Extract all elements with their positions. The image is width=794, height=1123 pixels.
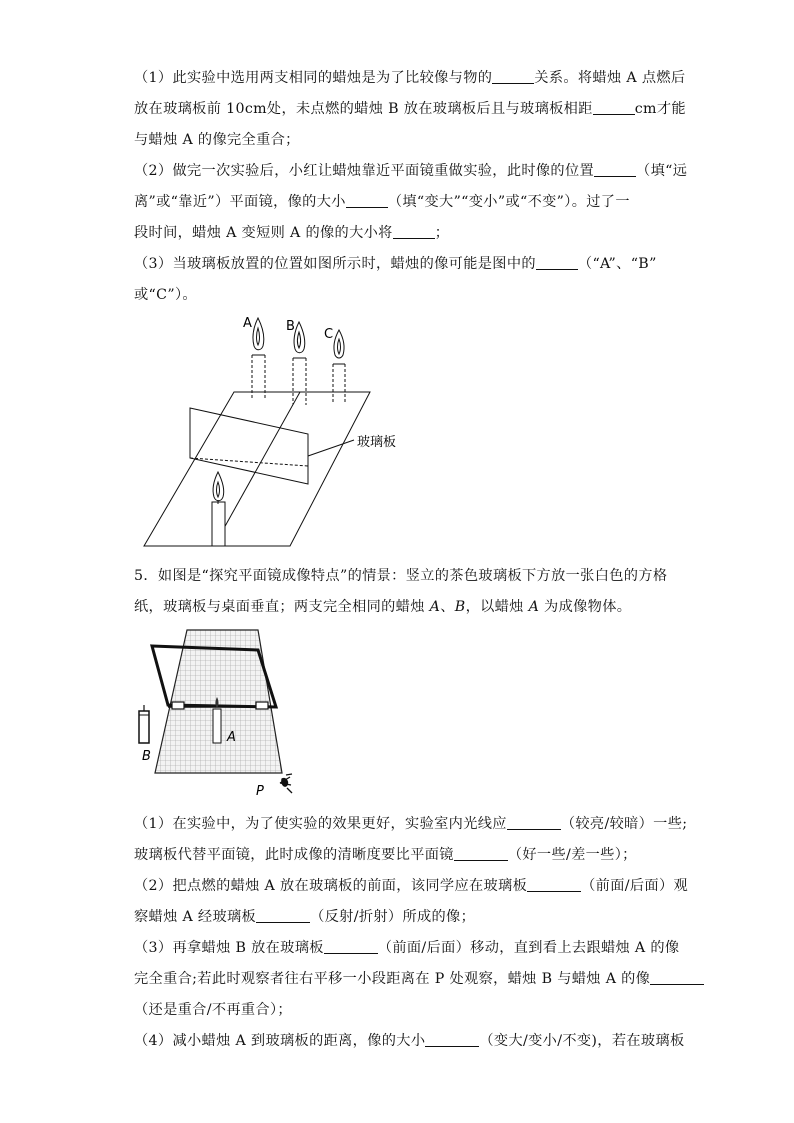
grid-paper-figure — [130, 625, 300, 800]
answer-blank[interactable] — [492, 69, 534, 84]
label-b: B — [142, 749, 151, 764]
candle-front — [212, 472, 225, 546]
q4-part1-line2: 放在玻璃板前 10cm处，未点燃的蜡烛 B 放在玻璃板后且与玻璃板相距 cm才能 — [134, 101, 686, 117]
answer-blank[interactable] — [393, 224, 435, 239]
candle-c — [333, 330, 345, 404]
label-b: B — [286, 319, 295, 334]
answer-blank[interactable] — [425, 1032, 479, 1047]
label-a: A — [227, 730, 236, 745]
candle-b — [139, 705, 149, 743]
q4-part3-line2: 或“C”）。 — [134, 287, 197, 303]
q5-part4-line1: （4）减小蜡烛 A 到玻璃板的距离，像的大小 （变大/变小/不变)，若在玻璃板 — [134, 1033, 685, 1049]
answer-blank[interactable] — [594, 162, 636, 177]
eye-icon — [280, 774, 292, 793]
answer-blank[interactable] — [346, 193, 388, 208]
q5-part2-line1: （2）把点燃的蜡烛 A 放在玻璃板的前面，该同学应在玻璃板 （前面/后面）观 — [134, 878, 689, 894]
q5-intro-line2: 纸，玻璃板与桌面垂直；两支完全相同的蜡烛 A、B，以蜡烛 A 为成像物体。 — [134, 599, 632, 615]
label-a: A — [243, 316, 252, 331]
q4-part1-line1: （1）此实验中选用两支相同的蜡烛是为了比较像与物的 关系。将蜡烛 A 点燃后 — [134, 70, 686, 86]
q4-part2-line1: （2）做完一次实验后，小红让蜡烛靠近平面镜重做实验，此时像的位置 （填“远 — [134, 163, 688, 179]
answer-blank[interactable] — [650, 970, 704, 985]
q4-part2-line2: 离”或“靠近”）平面镜，像的大小 （填“变大”“变小”或“不变”）。过了一 — [134, 194, 630, 210]
q5-part1-line1: （1）在实验中，为了使实验的效果更好，实验室内光线应 （较亮/较暗）一些; — [134, 816, 688, 832]
candle-a — [252, 318, 265, 400]
q5-part3-line3: （还是重合/不再重合）； — [134, 1002, 292, 1018]
answer-blank[interactable] — [454, 846, 508, 861]
label-c: C — [324, 327, 334, 342]
answer-blank[interactable] — [507, 815, 561, 830]
q5-part3-line2: 完全重合;若此时观察者往右平移一小段距离在 P 处观察，蜡烛 B 与蜡烛 A 的像 — [134, 969, 704, 989]
q4-part2-line3: 段时间，蜡烛 A 变短则 A 的像的大小将 ； — [134, 225, 450, 241]
q5-intro-line1: 5．如图是“探究平面镜成像特点”的情景：竖立的茶色玻璃板下方放一张白色的方格 — [134, 568, 668, 584]
answer-blank[interactable] — [593, 100, 635, 115]
answer-blank[interactable] — [324, 939, 378, 954]
glass-label: 玻璃板 — [357, 435, 397, 450]
answer-blank[interactable] — [527, 877, 581, 892]
glass-plate — [190, 408, 308, 484]
q5-part2-line2: 察蜡烛 A 经玻璃板 （反射/折射）所成的像； — [134, 909, 476, 925]
label-p: P — [256, 784, 264, 799]
table-center-line — [214, 392, 300, 546]
q4-part3-line1: （3）当玻璃板放置的位置如图所示时，蜡烛的像可能是图中的 （“A”、“B” — [134, 256, 657, 272]
q5-part3-line1: （3）再拿蜡烛 B 放在玻璃板 （前面/后面）移动，直到看上去跟蜡烛 A 的像 — [134, 940, 680, 956]
q5-part1-line2: 玻璃板代替平面镜，此时成像的清晰度要比平面镜 （好一些/差一些）； — [134, 847, 637, 863]
candle-glass-figure — [130, 308, 430, 558]
q4-part1-line3: 与蜡烛 A 的像完全重合； — [134, 132, 300, 148]
answer-blank[interactable] — [536, 255, 578, 270]
glass-leader-line — [308, 440, 354, 456]
answer-blank[interactable] — [256, 908, 310, 923]
